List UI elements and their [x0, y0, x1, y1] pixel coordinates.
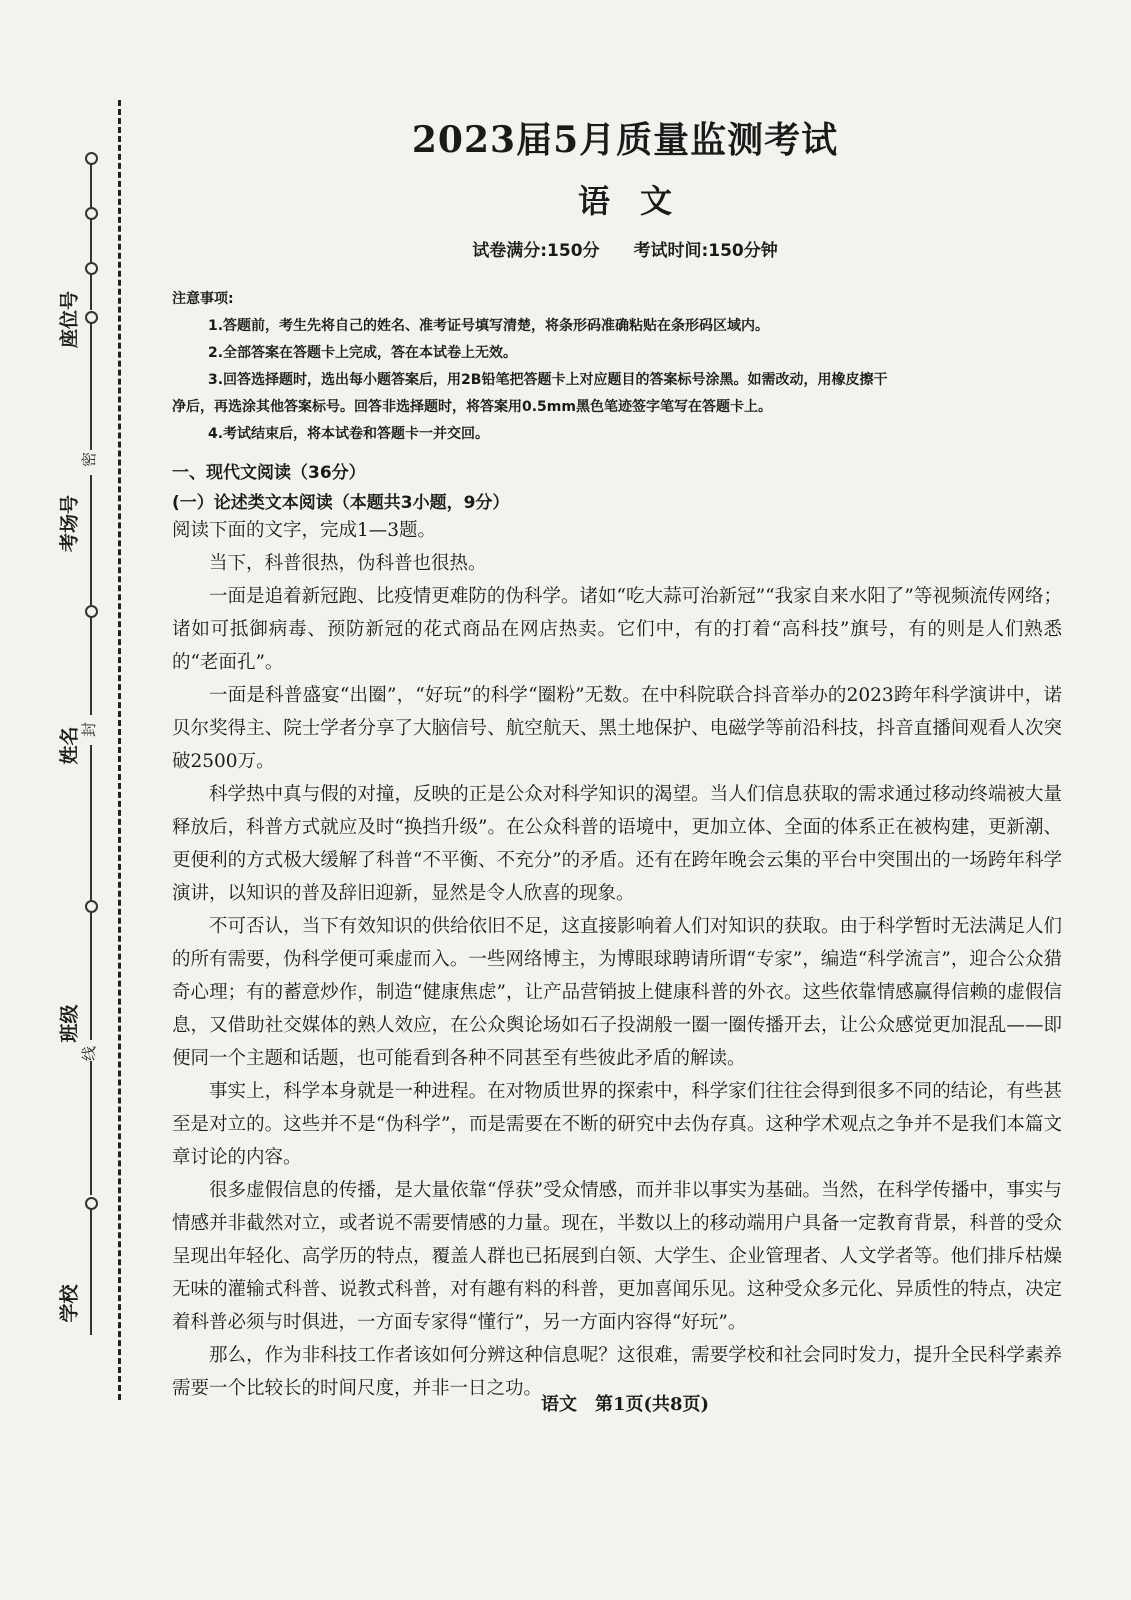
passage-paragraph: 事实上，科学本身就是一种进程。在对物质世界的探索中，科学家们往往会得到很多不同的结论，有些甚至是对立的。这些并不是“伪科学”，而是需要在不断的研究中去伪存真。这种学术观点之争并不是我们本篇文章讨论的内容。 — [172, 1081, 1062, 1168]
exam-notes — [172, 286, 1052, 448]
part-heading: 一、现代文阅读（36分） — [172, 463, 366, 483]
reading-instruction: 阅读下面的文字，完成1—3题。 — [172, 520, 437, 541]
passage-paragraph: 一面是科普盛宴“出圈”，“好玩”的科学“圈粉”无数。在中科院联合抖音举办的2023跨年科学演讲中，诺贝尔奖得主、院士学者分享了大脑信号、航空航天、黑土地保护、电磁学等前沿科技，抖音直播间观看人次突破2500万。 — [172, 685, 1062, 772]
blank-line — [90, 910, 92, 1040]
name-label: 姓名 — [58, 726, 81, 765]
passage-paragraph: 不可否认，当下有效知识的供给依旧不足，这直接影响着人们对知识的获取。由于科学暂时无法满足人们的所有需要，伪科学便可乘虚而入。一些网络博主，为博眼球聘请所谓“专家”，编造“科学流言”，迎合公众猎奇心理；有的蓄意炒作，制造“健康焦虑”，让产品营销披上健康科普的外衣。这些依靠情感赢得信赖的虚假信息，又借助社交媒体的熟人效应，在公众舆论场如石子投湖般一圈一圈传播开去，让公众感觉更加混乱——即便同一个主题和话题，也可能看到各种不同甚至有些彼此矛盾的解读。 — [172, 916, 1062, 1069]
passage-paragraph: 一面是追着新冠跑、比疫情更难防的伪科学。诸如“吃大蒜可治新冠”“我家自来水阳了”等视频流传网络；诸如可抵御病毒、预防新冠的花式商品在网店热卖。它们中，有的打着“高科技”旗号，有的则是人们熟悉的“老面孔”。 — [172, 586, 1062, 673]
note-item: 2.全部答案在答题卡上完成，答在本试卷上无效。 — [208, 345, 518, 361]
reading-passage — [172, 514, 1062, 1405]
passage-paragraph: 那么，作为非科技工作者该如何分辨这种信息呢？这很难，需要学校和社会同时发力，提升全民科学素养需要一个比较长的时间尺度，并非一日之功。 — [172, 1345, 1062, 1399]
blank-line — [90, 1205, 92, 1335]
exam-title: 2023届5月质量监测考试 — [411, 119, 839, 161]
seal-mark-xian: 线 — [80, 1045, 99, 1062]
binding-hole — [85, 1197, 98, 1210]
passage-paragraph: 当下，科普很热，伪科普也很热。 — [209, 553, 487, 574]
page-footer: 语文 第1页(共8页) — [540, 1394, 710, 1415]
class-label: 班级 — [58, 1004, 81, 1043]
exam-room-label: 考场号 — [58, 495, 81, 553]
blank-line — [90, 160, 92, 210]
seal-mark-mi: 密 — [80, 451, 99, 468]
exam-meta — [170, 236, 1080, 261]
blank-line — [90, 1060, 92, 1195]
full-score: 试卷满分:150分 — [472, 241, 600, 261]
passage-paragraph: 科学热中真与假的对撞，反映的正是公众对科学知识的渴望。当人们信息获取的需求通过移动终端被大量释放后，科普方式就应及时“换挡升级”。在公众科普的语境中，更加立体、全面的体系正在被构建，更新潮、更便利的方式极大缓解了科普“不平衡、不充分”的矛盾。还有在跨年晚会云集的平台中突围出的一场跨年科学演讲，以知识的普及辞旧迎新，显然是令人欣喜的现象。 — [172, 784, 1062, 904]
blank-line — [90, 615, 92, 715]
note-item: 3.回答选择题时，选出每小题答案后，用2B铅笔把答题卡上对应题目的答案标号涂黑。如需改动，用橡皮擦干 — [208, 372, 888, 388]
passage-paragraph: 很多虚假信息的传播，是大量依靠“俘获”受众情感，而并非以事实为基础。当然，在科学传播中，事实与情感并非截然对立，或者说不需要情感的力量。现在，半数以上的移动端用户具备一定教育背景，科普的受众呈现出年轻化、高学历的特点，覆盖人群也已拓展到白领、大学生、企业管理者、人文学者等。他们排斥枯燥无味的灌输式科普、说教式科普，对有趣有料的科普，更加喜闻乐见。这种受众多元化、异质性的特点，决定着科普必须与时俱进，一方面专家得“懂行”，另一方面内容得“好玩”。 — [172, 1180, 1062, 1333]
binding-hole — [85, 207, 98, 220]
cut-line — [118, 100, 121, 1400]
binding-hole — [85, 605, 98, 618]
seal-mark-feng: 封 — [80, 721, 99, 738]
note-item: 1.答题前，考生先将自己的姓名、准考证号填写清楚，将条形码准确粘贴在条形码区域内。 — [208, 318, 770, 334]
binding-strip — [0, 0, 130, 1600]
binding-hole — [85, 152, 98, 165]
seat-number-label: 座位号 — [58, 291, 81, 349]
note-item: 4.考试结束后，将本试卷和答题卡一并交回。 — [208, 426, 490, 442]
blank-line — [90, 745, 92, 900]
sub-heading: (一）论述类文本阅读（本题共3小题，9分） — [172, 493, 510, 513]
subject-title: 语文 — [577, 182, 702, 220]
binding-hole — [85, 900, 98, 913]
blank-line — [90, 320, 92, 450]
blank-line — [90, 475, 92, 605]
exam-duration: 考试时间:150分钟 — [633, 241, 778, 261]
binding-hole — [85, 311, 98, 324]
notes-heading: 注意事项: — [172, 291, 234, 307]
note-item: 净后，再选涂其他答案标号。回答非选择题时，将答案用0.5mm黑色笔迹签字笔写在答题卡上。 — [172, 399, 772, 415]
binding-hole — [85, 262, 98, 275]
school-label: 学校 — [58, 1284, 81, 1323]
